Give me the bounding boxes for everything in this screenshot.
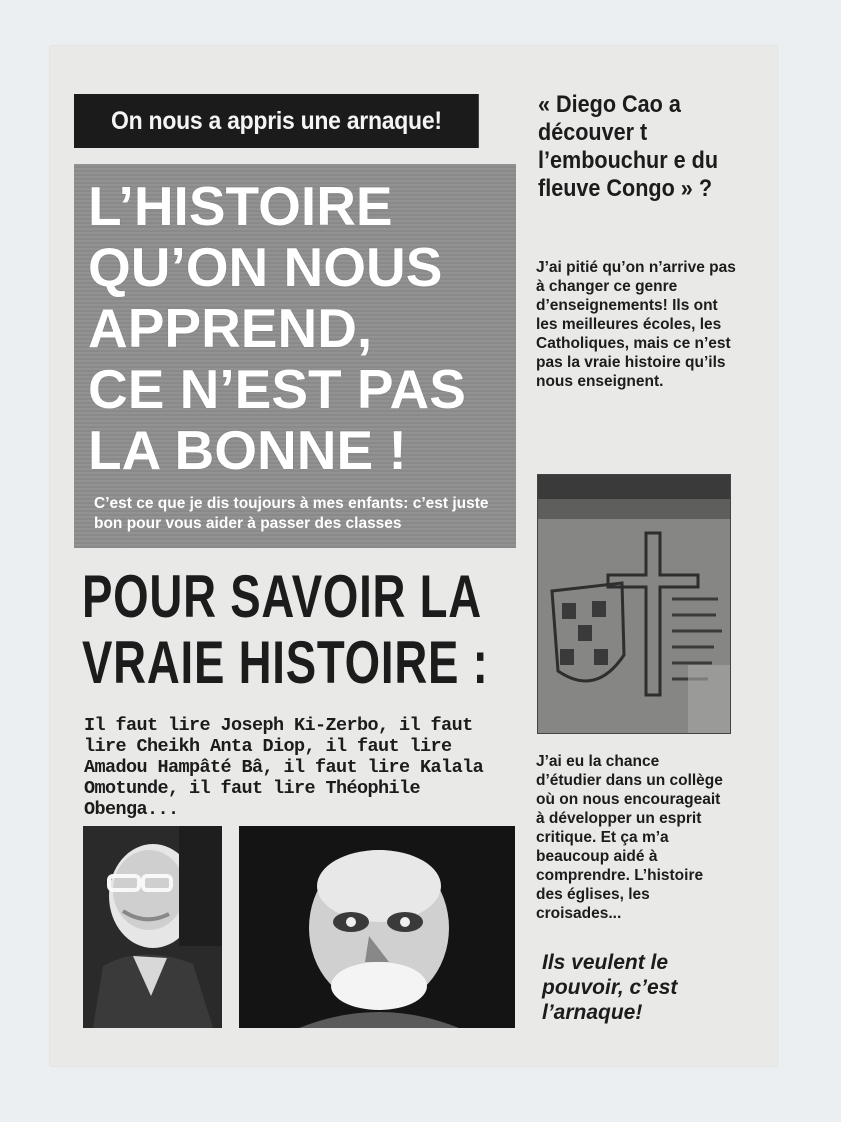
header-banner: On nous a appris une arnaque! [74, 94, 479, 148]
sidebar-paragraph-2: J’ai eu la chance d’étudier dans un collège où on nous encourageait à développer un esprit critique. Et ça m’a beaucoup aidé à comprendre. L’histoire des églises, les croisades... [536, 753, 723, 922]
sidebar-question: « Diego Cao a découver t l’embouchur e du fleuve Congo » ? [538, 91, 719, 202]
headline-caption: C’est ce que je dis toujours à mes enfants: c’est juste bon pour vous aider à passer des classes [94, 495, 489, 532]
authors-paragraph: Il faut lire Joseph Ki-Zerbo, il faut lire Cheikh Anta Diop, il faut lire Amadou Hampâté Bâ, il faut lire Kalala Omotunde, il faut lire Théophile Obenga... [84, 715, 484, 820]
portrait-photo-left [83, 826, 222, 1028]
portrait-photo-right [239, 826, 515, 1028]
main-headline: L’HISTOIRE QU’ON NOUS APPREND, CE N’EST PAS LA BONNE ! [88, 175, 466, 481]
sidebar-conclusion: Ils veulent le pouvoir, c’est l’arnaque! [542, 951, 678, 1024]
headline-box [74, 164, 516, 548]
newspaper-page [50, 46, 777, 1066]
engraved-stone-photo [537, 474, 731, 734]
section-title: POUR SAVOIR LA VRAIE HISTOIRE : [82, 563, 489, 696]
sidebar-paragraph-1: J’ai pitié qu’on n’arrive pas à changer ce genre d’enseignements! Ils ont les meilleures écoles, les Catholiques, mais ce n’est pas la vraie histoire qu’ils nous enseignent. [536, 259, 736, 390]
